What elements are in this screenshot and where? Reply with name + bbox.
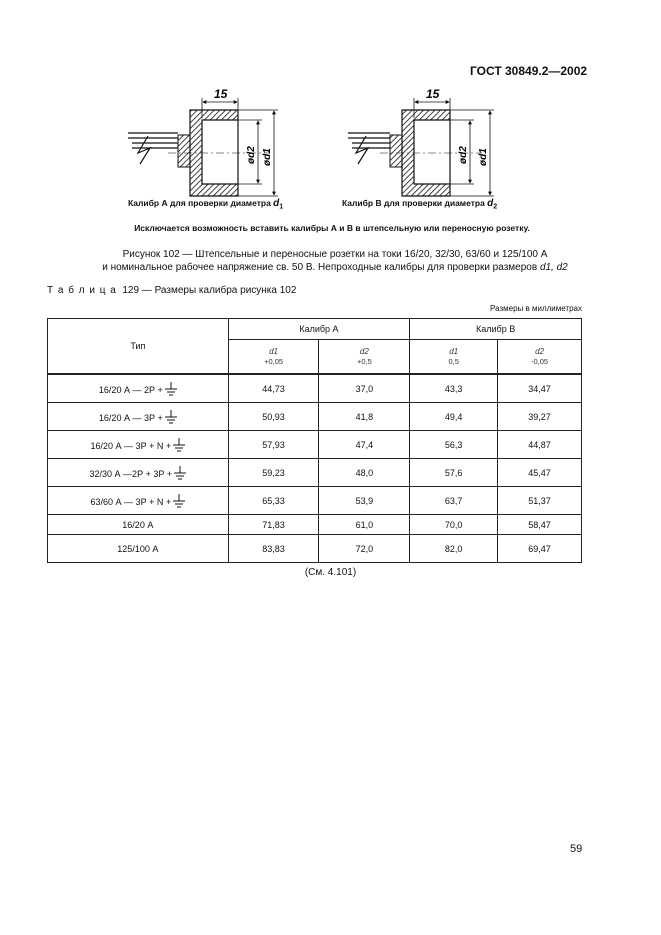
caption-b-text: Калибр В для проверки диаметра [342,198,485,208]
page-number: 59 [570,843,583,855]
row-type: 16/20 А — 3Р + [48,403,229,431]
sub-header [228,340,319,374]
cell-a-d2: 41,8 [319,403,410,431]
caption-a-sub: 1 [279,202,284,211]
figure-note: Исключается возможность вставить калибры А и В в штепсельную или переносную розетку. [134,223,530,233]
table-row [48,535,582,563]
dim-15-b: 15 [426,87,440,101]
cell-a-d1: 50,93 [228,403,319,431]
figure-title-line1: Рисунок 102 — Штепсельные и переносные розетки на токи 16/20, 32/30, 63/60 и 125/100 А [122,249,548,260]
cell-a-d1: 83,83 [228,535,319,563]
cell-b-d2: 39,27 [498,403,582,431]
ground-icon [173,494,185,508]
cell-b-d2: 58,47 [498,515,582,535]
table-row [48,459,582,487]
cell-b-d1: 63,7 [410,487,498,515]
sub-header-var: d2 [535,346,544,356]
sub-header-tol: -0,05 [531,356,549,366]
row-type: 16/20 А — 3Р + N + [48,431,229,459]
sub-header-tol: 0,5 [448,356,459,366]
d2-label-a: ød2 [246,146,257,164]
sub-header-var: d1 [269,346,278,356]
row-type: 16/20 А [48,515,229,535]
cell-a-d1: 59,23 [228,459,319,487]
dimensions-table [47,318,582,563]
ground-icon [165,382,177,396]
cell-b-d2: 69,47 [498,535,582,563]
cell-a-d2: 53,9 [319,487,410,515]
sub-header-var: d1 [449,346,459,356]
cell-b-d2: 51,37 [498,487,582,515]
ground-icon [165,410,177,424]
sub-header-tol: +0,5 [356,356,372,366]
table-units: Размеры в миллиметрах [490,304,582,313]
sub-header-tol: +0,05 [264,356,284,366]
dim-15-a: 15 [214,87,228,101]
cell-b-d1: 70,0 [410,515,498,535]
figure-title-vars: d1, d2 [539,262,568,273]
sub-header [410,340,498,374]
cell-a-d1: 65,33 [228,487,319,515]
table-row [48,431,582,459]
col-header-type: Тип [48,319,229,375]
cell-b-d1: 49,4 [410,403,498,431]
cell-b-d2: 44,87 [498,431,582,459]
cell-b-d1: 57,6 [410,459,498,487]
row-type: 16/20 А — 2Р + [48,374,229,403]
caption-b-var: d [487,198,494,209]
caption-a-text: Калибр А для проверки диаметра [128,198,271,208]
table-row [48,515,582,535]
cell-a-d2: 47,4 [319,431,410,459]
cell-b-d1: 43,3 [410,374,498,403]
figure-title-line2-text: и номинальное рабочее напряжение св. 50 В. Непроходные калибры для проверки размеров [102,262,538,273]
table-row [48,487,582,515]
cell-b-d1: 82,0 [410,535,498,563]
col-header-gauge-b: Калибр В [410,319,582,340]
ground-icon [173,438,185,452]
table-row [48,403,582,431]
row-type: 125/100 А [48,535,229,563]
sub-header [319,340,410,374]
col-header-gauge-a: Калибр А [228,319,410,340]
caption-gauge-a [128,198,283,211]
cell-a-d2: 72,0 [319,535,410,563]
gauge-a-drawing [128,87,278,196]
cell-b-d2: 34,47 [498,374,582,403]
table-title-label: Т а б л и ц а [47,285,117,296]
cell-b-d1: 56,3 [410,431,498,459]
d1-label-b: ød1 [478,148,489,166]
standard-code: ГОСТ 30849.2—2002 [470,64,588,78]
cell-a-d1: 71,83 [228,515,319,535]
caption-gauge-b [342,198,497,211]
sub-header-var: d2 [359,346,369,356]
clause-reference: (См. 4.101) [304,567,357,578]
row-type: 32/30 А —2Р + 3Р + [48,459,229,487]
caption-a-var: d [273,198,280,209]
table-title-rest: 129 — Размеры калибра рисунка 102 [122,285,297,296]
sub-header [498,340,582,374]
cell-a-d2: 48,0 [319,459,410,487]
cell-a-d1: 57,93 [228,431,319,459]
cell-a-d2: 61,0 [319,515,410,535]
gauge-b-drawing [348,87,494,196]
table-title [47,285,296,296]
figure-title-line2 [55,261,615,274]
row-type: 63/60 А — 3Р + N + [48,487,229,515]
ground-icon [174,466,186,480]
table-row [48,374,582,403]
caption-b-sub: 2 [493,202,498,211]
cell-a-d2: 37,0 [319,374,410,403]
figure-title [55,248,615,274]
d1-label-a: ød1 [262,148,273,166]
cell-a-d1: 44,73 [228,374,319,403]
d2-label-b: ød2 [458,146,469,164]
cell-b-d2: 45,47 [498,459,582,487]
